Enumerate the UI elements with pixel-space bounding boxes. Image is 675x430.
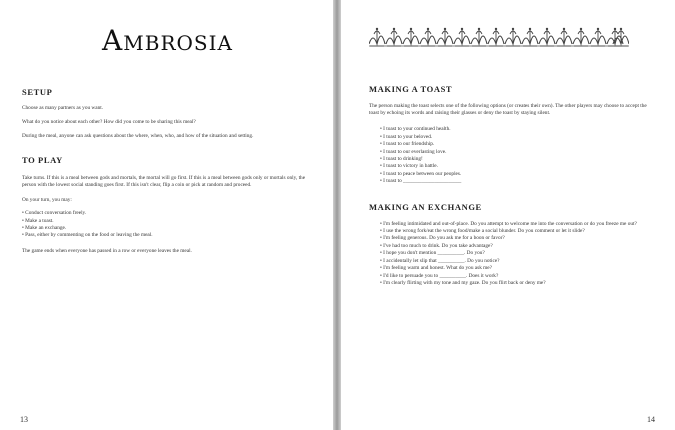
left-page bbox=[0, 0, 333, 430]
to-play-paragraph-3: The game ends when everyone has passed in a row or everyone leaves the meal. bbox=[22, 247, 192, 254]
list-item: • I toast to drinking! bbox=[380, 156, 423, 163]
list-item: • Conduct conversation freely. bbox=[22, 210, 87, 217]
toast-options-list bbox=[369, 126, 653, 185]
making-a-toast-heading: MAKING A TOAST bbox=[369, 84, 453, 94]
setup-paragraph-3: During the meal, anyone can ask questions about the where, when, who, and how of the situation and setting. bbox=[22, 133, 254, 140]
list-item: • Make an exchange. bbox=[22, 225, 67, 232]
page-title: Ambrosia bbox=[102, 24, 233, 57]
page-number-right: 14 bbox=[647, 415, 655, 424]
turn-options-list bbox=[22, 210, 313, 240]
right-page bbox=[341, 0, 675, 430]
decorative-border-ornament bbox=[369, 26, 629, 52]
list-item: • I'm feeling intimidated and out-of-place. Do you attempt to welcome me into the conversation or do you freeze me out? bbox=[380, 220, 637, 227]
list-item: • I toast to victory in battle. bbox=[380, 163, 438, 170]
page-number-left: 13 bbox=[20, 415, 28, 424]
list-item: • I'm feeling warm and honest. What do you ask me? bbox=[380, 265, 493, 272]
list-item: • I'm feeling generous. Do you ask me for a boon or favor? bbox=[380, 235, 505, 242]
list-item: • I accidentally let slip that __________. Do you notice? bbox=[380, 257, 500, 264]
list-item: • I toast to peace between our peoples. bbox=[380, 170, 462, 177]
making-an-exchange-heading: MAKING AN EXCHANGE bbox=[369, 201, 482, 212]
list-item: • I toast to our friendship. bbox=[380, 141, 435, 148]
book-gutter bbox=[333, 0, 341, 430]
exchange-options-list bbox=[369, 221, 653, 288]
list-item: • I'd like to persuade you to __________. Does it work? bbox=[380, 272, 499, 279]
list-item: • Pass, either by commenting on the food or leaving the meal. bbox=[22, 232, 153, 239]
to-play-paragraph-1: Take turns. If this is a meal between gods and mortals, the mortal will go first. If this is a meal between gods only or mortals only, the person with the lowest social standing goes first. If this isn't clear, flip a coin or pick at random and proceed. bbox=[22, 174, 306, 188]
to-play-paragraph-2: On your turn, you may: bbox=[22, 197, 72, 204]
list-item: • I'm clearly flirting with my tone and my gaze. Do you flirt back or deny me? bbox=[380, 279, 546, 286]
setup-paragraph-1: Choose as many partners as you want. bbox=[22, 105, 104, 111]
toast-intro: The person making the toast selects one of the following options (or creates their own). The other players may choose to accept the toast by echoing its words and raising their glasses or deny the toast by staying silent. bbox=[369, 103, 647, 117]
list-item: • I toast to our everlasting love. bbox=[380, 148, 447, 155]
list-item: • I use the wrong fork/eat the wrong food/make a social blunder. Do you comment or let it slide? bbox=[380, 228, 585, 235]
to-play-heading: TO PLAY bbox=[22, 154, 63, 165]
list-item: • I toast to your continued health. bbox=[380, 126, 451, 133]
setup-heading: SETUP bbox=[22, 87, 53, 97]
list-item: • I've had too much to drink. Do you take advantage? bbox=[380, 242, 493, 249]
list-item: • I toast to your beloved. bbox=[380, 133, 433, 140]
list-item: • I hope you don't mention __________. Do you? bbox=[380, 250, 485, 257]
list-item: • I toast to ______________________ bbox=[380, 178, 462, 185]
setup-paragraph-2: What do you notice about each other? How did you come to be sharing this meal? bbox=[22, 119, 196, 126]
list-item: • Make a toast. bbox=[22, 217, 54, 224]
